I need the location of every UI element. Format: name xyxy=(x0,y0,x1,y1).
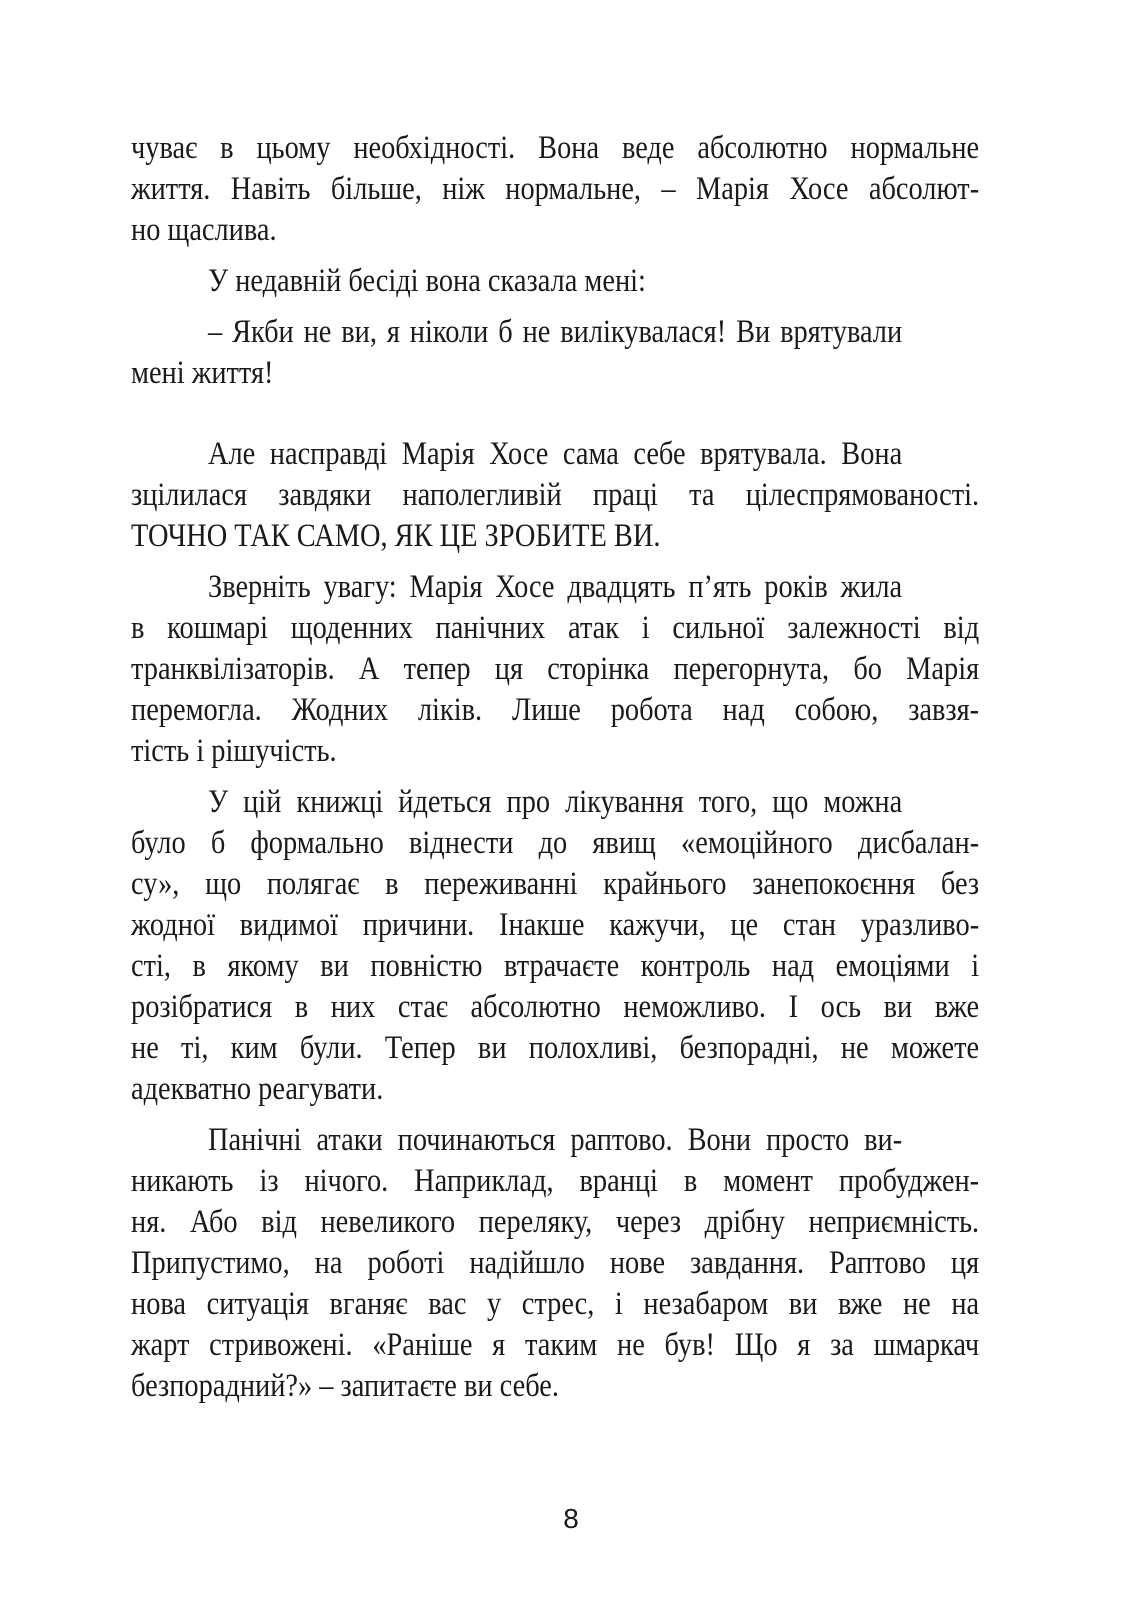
paragraph-gap xyxy=(131,772,979,782)
text-line xyxy=(131,946,979,987)
text-line-content: У цій книжці йдеться про лікування того, що можна xyxy=(208,784,903,820)
page-body xyxy=(131,128,979,1407)
text-line xyxy=(131,1028,979,1069)
text-line-content: було б формально віднести до явищ «емоційного дисбалан- xyxy=(131,825,980,861)
text-line-content: безпорадний?» – запитаєте ви себе. xyxy=(131,1368,559,1404)
paragraph xyxy=(131,1120,979,1407)
paragraph xyxy=(131,434,979,557)
paragraph-gap xyxy=(131,394,979,434)
paragraph-gap xyxy=(131,302,979,312)
text-line xyxy=(131,782,979,823)
text-line xyxy=(131,1120,979,1161)
text-line xyxy=(131,608,979,649)
text-line xyxy=(131,312,979,353)
text-line-content: никають із нічого. Наприклад, вранці в момент пробуджен- xyxy=(131,1163,980,1199)
text-line xyxy=(131,905,979,946)
text-line-content: ня. Або від невеликого переляку, через дрібну неприємність. xyxy=(131,1204,980,1240)
text-line xyxy=(131,1069,979,1110)
text-line-content: жарт стривожені. «Раніше я таким не був! Що я за шмаркач xyxy=(131,1327,980,1363)
text-line xyxy=(131,649,979,690)
text-line xyxy=(131,353,979,394)
text-line xyxy=(131,987,979,1028)
text-line xyxy=(131,567,979,608)
text-line xyxy=(131,864,979,905)
text-line-content: – Якби не ви, я ніколи б не вилікувалася! Ви врятували xyxy=(208,314,903,350)
text-line-content: Зверніть увагу: Марія Хосе двадцять п’ять років жила xyxy=(208,569,903,605)
text-line-content: су», що полягає в переживанні крайнього занепокоєння без xyxy=(131,866,980,902)
text-line-content: Панічні атаки починаються раптово. Вони просто ви- xyxy=(208,1122,903,1158)
text-line xyxy=(131,169,979,210)
text-line-content: нова ситуація вганяє вас у стрес, і незабаром ви вже не на xyxy=(131,1286,980,1322)
text-line-content: жодної видимої причини. Інакше кажучи, це стан уразливо- xyxy=(131,907,980,943)
text-line xyxy=(131,128,979,169)
text-line xyxy=(131,823,979,864)
text-line xyxy=(131,261,979,302)
paragraph xyxy=(131,567,979,772)
text-line-content: зцілилася завдяки наполегливій праці та цілеспрямованості. xyxy=(131,477,980,513)
text-line xyxy=(131,1161,979,1202)
text-line-content: в кошмарі щоденних панічних атак і сильної залежності від xyxy=(131,610,980,646)
page-number: 8 xyxy=(563,1503,579,1534)
paragraph-gap xyxy=(131,557,979,567)
text-line-content: У недавній бесіді вона сказала мені: xyxy=(208,263,646,299)
text-line-content: чуває в цьому необхідності. Вона веде абсолютно нормальне xyxy=(131,130,980,166)
paragraph xyxy=(131,261,979,302)
text-line xyxy=(131,1284,979,1325)
text-line xyxy=(131,1366,979,1407)
paragraph xyxy=(131,782,979,1110)
text-line xyxy=(131,1243,979,1284)
text-line-content: сті, в якому ви повністю втрачаєте контроль над емоціями і xyxy=(131,948,980,984)
text-line-content: мені життя! xyxy=(131,355,274,391)
text-line-content: транквілізаторів. А тепер ця сторінка перегорнута, бо Марія xyxy=(131,651,980,687)
text-line-content: тість і рішучість. xyxy=(131,733,337,769)
paragraph xyxy=(131,312,979,394)
text-line xyxy=(131,516,979,557)
text-line-content: Але насправді Марія Хосе сама себе врятувала. Вона xyxy=(208,436,903,472)
text-line-content: перемогла. Жодних ліків. Лише робота над собою, завзя- xyxy=(131,692,980,728)
text-line-content: адекватно реагувати. xyxy=(131,1071,384,1107)
text-line-content: Припустимо, на роботі надійшло нове завдання. Раптово ця xyxy=(131,1245,980,1281)
text-line xyxy=(131,1202,979,1243)
paragraph-gap xyxy=(131,251,979,261)
text-line-content: ТОЧНО ТАК САМО, ЯК ЦЕ ЗРОБИТЕ ВИ. xyxy=(131,518,661,554)
text-line xyxy=(131,475,979,516)
text-line-content: розібратися в них стає абсолютно неможливо. І ось ви вже xyxy=(131,989,980,1025)
text-line-content: життя. Навіть більше, ніж нормальне, – Марія Хосе абсолют- xyxy=(131,171,980,207)
text-line xyxy=(131,731,979,772)
text-line xyxy=(131,690,979,731)
text-line-content: но щаслива. xyxy=(131,212,277,248)
paragraph xyxy=(131,128,979,251)
text-line xyxy=(131,434,979,475)
text-line xyxy=(131,1325,979,1366)
text-line xyxy=(131,210,979,251)
paragraph-gap xyxy=(131,1110,979,1120)
text-line-content: не ті, ким були. Тепер ви полохливі, безпорадні, не можете xyxy=(131,1030,980,1066)
